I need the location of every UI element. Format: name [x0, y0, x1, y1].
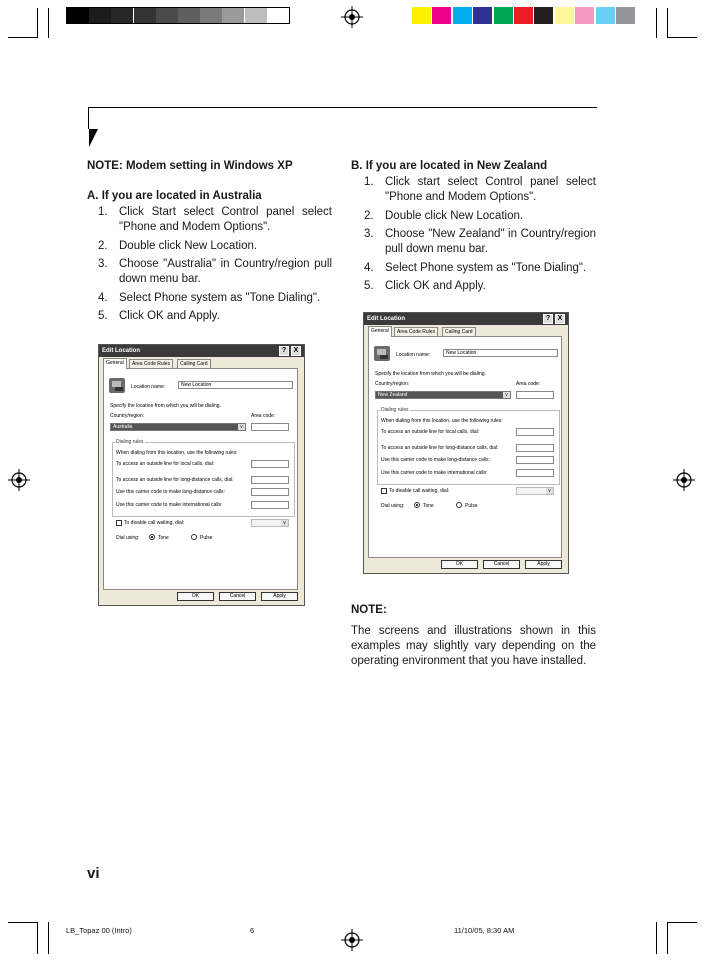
country-value: Australia: [113, 424, 133, 430]
apply-button[interactable]: Apply: [525, 560, 562, 569]
tab-calling-card[interactable]: Calling Card: [177, 359, 211, 369]
color-swatch: [555, 7, 574, 24]
footer-page: 6: [250, 926, 255, 935]
country-label: Country/region:: [375, 381, 410, 387]
color-swatch: [616, 7, 635, 24]
footer-timestamp: 11/10/05, 8:30 AM: [454, 926, 515, 935]
chevron-down-icon: ∨: [282, 520, 287, 526]
rule-input[interactable]: [251, 460, 289, 468]
gray-swatch: [200, 8, 222, 23]
color-swatch: [514, 7, 533, 24]
location-name-input[interactable]: New Location: [443, 349, 558, 357]
step-number: 1.: [98, 206, 108, 218]
location-icon: [109, 378, 125, 393]
rule-input[interactable]: [251, 476, 289, 484]
note-heading: NOTE:: [351, 604, 387, 616]
ok-button[interactable]: OK: [177, 592, 214, 601]
step-item: [364, 261, 596, 276]
dialing-rules-intro: When dialing from this location, use the following rules:: [116, 450, 238, 456]
pulse-radio[interactable]: [456, 502, 462, 508]
pulse-label: Pulse: [200, 535, 213, 541]
step-text: Choose "Australia" in Country/region pull down menu bar.: [119, 258, 332, 285]
step-item: [98, 257, 332, 287]
rule-input[interactable]: [251, 501, 289, 509]
disable-call-waiting-checkbox[interactable]: [381, 488, 387, 494]
color-swatch: [432, 7, 451, 24]
color-swatch: [494, 7, 513, 24]
rule-label: To access an outside line for long-distance calls, dial:: [381, 445, 499, 451]
location-icon: [374, 346, 390, 361]
cancel-button[interactable]: Cancel: [219, 592, 256, 601]
steps-new-zealand: [364, 175, 596, 294]
rule-label: Use this carrier code to make long-distance calls:: [381, 457, 490, 463]
crop-mark: [48, 922, 49, 954]
footer-file: LB_Topaz 00 (Intro): [66, 926, 132, 935]
gray-swatch: [89, 8, 111, 23]
rule-label: To access an outside line for local calls, dial:: [381, 429, 480, 435]
step-text: Click OK and Apply.: [385, 280, 486, 292]
step-item: [98, 239, 332, 254]
rule-label: To access an outside line for long-distance calls, dial:: [116, 477, 234, 483]
steps-australia: [98, 205, 332, 324]
step-text: Click Start select Control panel select "Phone and Modem Options".: [119, 206, 332, 233]
dialog-title: Edit Location: [367, 316, 405, 322]
note-text: The screens and illustrations shown in this examples may slightly vary depending on the operating environment that you have installed.: [351, 625, 596, 667]
step-item: [98, 205, 332, 235]
crop-mark: [667, 922, 668, 954]
crop-mark: [8, 37, 38, 38]
dialog-titlebar: [99, 345, 304, 357]
disable-call-waiting-label: To disable call waiting, dial:: [389, 488, 450, 494]
country-select[interactable]: [110, 423, 246, 431]
area-code-label: Area code:: [516, 381, 541, 387]
area-code-input[interactable]: [516, 391, 554, 399]
rule-input[interactable]: [516, 456, 554, 464]
registration-mark-icon: [8, 469, 30, 491]
gray-swatch: [178, 8, 200, 23]
crop-mark: [37, 922, 38, 954]
rule-input[interactable]: [516, 428, 554, 436]
close-button[interactable]: X: [555, 314, 565, 324]
step-number: 1.: [364, 176, 374, 188]
crop-mark: [667, 8, 668, 38]
help-button[interactable]: ?: [279, 346, 289, 356]
country-value: New Zealand: [378, 392, 408, 398]
crop-mark: [667, 37, 697, 38]
edit-location-dialog-new-zealand: [363, 312, 569, 574]
chevron-down-icon: ∨: [504, 392, 509, 398]
color-swatch: [534, 7, 553, 24]
specify-text: Specify the location from which you will be dialing.: [375, 371, 486, 377]
section-heading-new-zealand: B. If you are located in New Zealand: [351, 160, 548, 172]
section-heading-australia: A. If you are located in Australia: [87, 190, 262, 202]
ok-button[interactable]: OK: [441, 560, 478, 569]
step-item: [98, 309, 332, 324]
tone-radio[interactable]: [149, 534, 155, 540]
step-number: 5.: [98, 310, 108, 322]
location-name-input[interactable]: New Location: [178, 381, 293, 389]
registration-mark-icon: [341, 929, 363, 951]
tab-area-code-rules[interactable]: Area Code Rules: [394, 327, 438, 337]
rule-label: To access an outside line for local calls, dial:: [116, 461, 215, 467]
gray-swatch: [67, 8, 89, 23]
location-name-label: Location name:: [396, 352, 431, 358]
country-select[interactable]: [375, 391, 511, 399]
left-column: [87, 160, 332, 328]
step-number: 2.: [364, 209, 374, 222]
color-swatch: [453, 7, 472, 24]
crop-mark: [667, 922, 697, 923]
registration-mark-icon: [673, 469, 695, 491]
apply-button[interactable]: Apply: [261, 592, 298, 601]
pulse-radio[interactable]: [191, 534, 197, 540]
color-swatch: [596, 7, 615, 24]
header-rule: [88, 107, 597, 108]
area-code-label: Area code:: [251, 413, 276, 419]
edit-location-dialog-australia: [98, 344, 305, 606]
step-text: Click start select Control panel select "Phone and Modem Options".: [385, 176, 596, 203]
color-swatch: [473, 7, 492, 24]
step-number: 3.: [98, 258, 108, 270]
step-text: Double click New Location.: [119, 239, 258, 252]
step-text: Select Phone system as "Tone Dialing".: [119, 291, 321, 304]
tone-label: Tone: [158, 535, 169, 541]
dialing-rules-title: Dialing rules: [381, 407, 409, 413]
help-button[interactable]: ?: [543, 314, 553, 324]
disable-call-waiting-checkbox[interactable]: [116, 520, 122, 526]
dialing-rules-intro: When dialing from this location, use the following rules:: [381, 418, 503, 424]
step-text: Select Phone system as "Tone Dialing".: [385, 261, 587, 274]
tab-calling-card[interactable]: Calling Card: [442, 327, 476, 337]
rule-label: Use this carrier code to make international calls:: [116, 502, 223, 508]
crop-mark: [8, 922, 38, 923]
pulse-label: Pulse: [465, 503, 478, 509]
crop-mark: [656, 8, 657, 38]
step-number: 4.: [364, 261, 374, 274]
color-bar: [412, 7, 636, 24]
area-code-input[interactable]: [251, 423, 289, 431]
header-triangle: [89, 129, 98, 147]
gray-swatch: [267, 8, 289, 23]
dialing-rules-title: Dialing rules: [116, 439, 144, 445]
note-heading: NOTE: Modem setting in Windows XP: [87, 160, 293, 172]
location-name-label: Location name:: [131, 384, 166, 390]
step-number: 5.: [364, 280, 374, 292]
tab-general[interactable]: General: [103, 358, 127, 369]
rule-label: Use this carrier code to make long-distance calls:: [116, 489, 225, 495]
step-text: Click OK and Apply.: [119, 310, 220, 322]
step-item: [364, 175, 596, 205]
step-number: 4.: [98, 291, 108, 304]
specify-text: Specify the location from which you will be dialing.: [110, 403, 221, 409]
tone-radio[interactable]: [414, 502, 420, 508]
grayscale-bar: [66, 7, 290, 24]
step-text: Double click New Location.: [385, 209, 524, 222]
crop-mark: [48, 8, 49, 38]
dialog-title: Edit Location: [102, 348, 140, 354]
step-item: [364, 227, 596, 257]
rule-input[interactable]: [251, 488, 289, 496]
crop-mark: [656, 922, 657, 954]
tab-area-code-rules[interactable]: Area Code Rules: [129, 359, 173, 369]
dial-using-label: Dial using:: [116, 535, 140, 541]
note-section: [351, 604, 596, 669]
rule-label: Use this carrier code to make international calls:: [381, 470, 488, 476]
rule-input[interactable]: [516, 444, 554, 452]
call-waiting-select[interactable]: [251, 519, 289, 527]
gray-swatch: [134, 8, 156, 23]
step-number: 3.: [364, 228, 374, 240]
gray-swatch: [245, 8, 267, 23]
tab-general[interactable]: General: [368, 326, 392, 337]
disable-call-waiting-label: To disable call waiting, dial:: [124, 520, 185, 526]
chevron-down-icon: ∨: [547, 488, 552, 494]
call-waiting-select[interactable]: [516, 487, 554, 495]
rule-input[interactable]: [516, 469, 554, 477]
dial-using-label: Dial using:: [381, 503, 405, 509]
step-item: [364, 279, 596, 294]
gray-swatch: [222, 8, 244, 23]
gray-swatch: [111, 8, 133, 23]
color-swatch: [412, 7, 431, 24]
crop-mark: [37, 8, 38, 38]
step-item: [364, 209, 596, 224]
header-rule-vertical: [88, 107, 89, 129]
country-label: Country/region:: [110, 413, 145, 419]
step-number: 2.: [98, 239, 108, 252]
page-number: vi: [87, 865, 100, 882]
cancel-button[interactable]: Cancel: [483, 560, 520, 569]
color-swatch: [575, 7, 594, 24]
step-text: Choose "New Zealand" in Country/region pull down menu bar.: [385, 228, 596, 255]
gray-swatch: [156, 8, 178, 23]
tone-label: Tone: [423, 503, 434, 509]
step-item: [98, 291, 332, 306]
chevron-down-icon: ∨: [239, 424, 244, 430]
close-button[interactable]: X: [291, 346, 301, 356]
right-column: [351, 160, 596, 298]
registration-mark-icon: [341, 6, 363, 28]
dialog-titlebar: [364, 313, 568, 325]
